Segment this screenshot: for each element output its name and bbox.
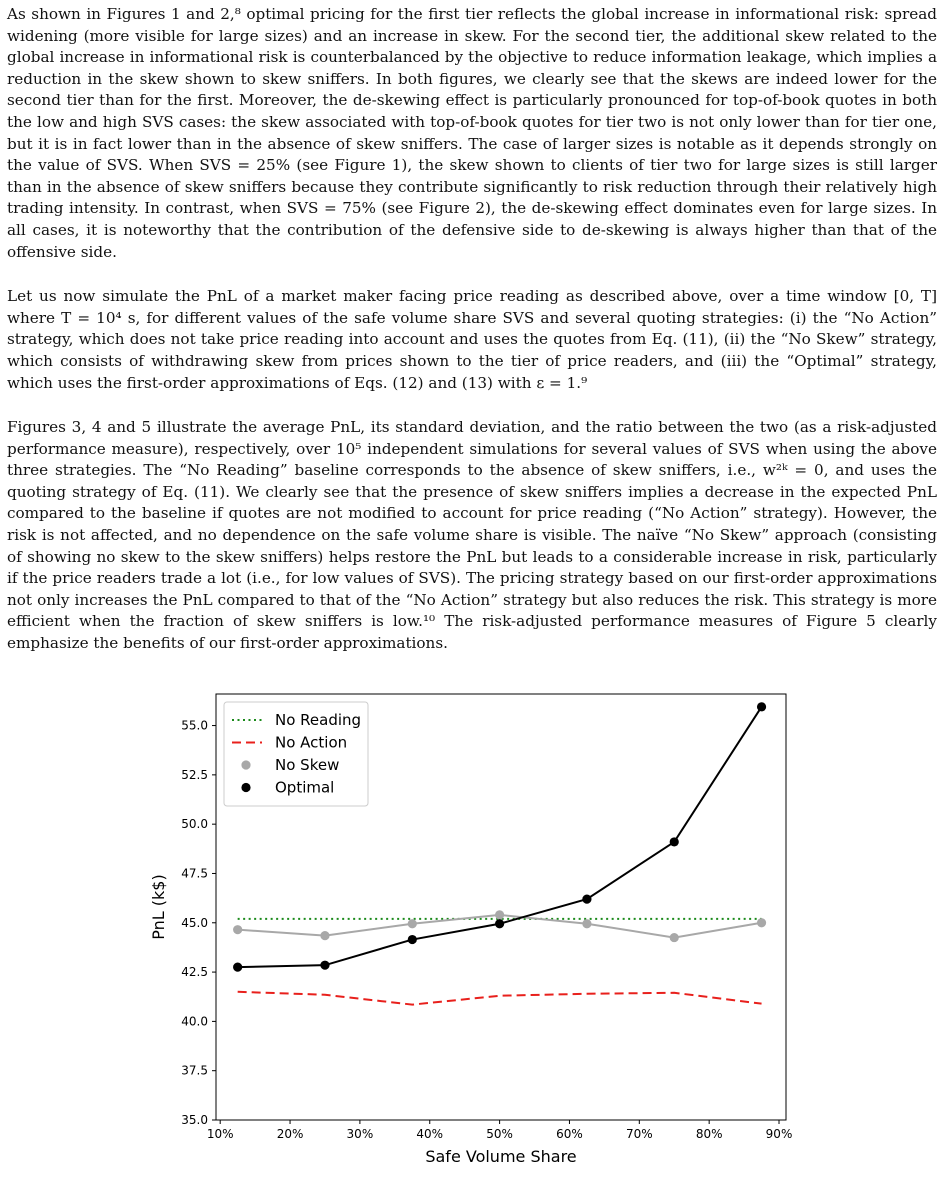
no-skew-point	[757, 918, 766, 927]
x-tick-label: 60%	[556, 1127, 583, 1141]
optimal-point	[757, 702, 766, 711]
paragraph-pricing-tiers: As shown in Figures 1 and 2,⁸ optimal pricing for the first tier reflects the global increase in informational risk: spread widening (more visible for large sizes) and an increase in skew. For the second tier, the additional skew related to the global increase in informational risk is counterbalanced by the objective to reduce information leakage, which implies a reduction in the skew shown to skew sniffers. In both figures, we clearly see that the skews are indeed lower for the second tier than for the first. Moreover, the de-skewing effect is particularly pronounced for top-of-book quotes in both the low and high SVS cases: the skew associated with top-of-book quotes for tier two is not only lower than for tier one, but it is in fact lower than in the absence of skew sniffers. The case of larger sizes is notable as it depends strongly on the value of SVS. When SVS = 25% (see Figure 1), the skew shown to clients of tier two for large sizes is still larger than in the absence of skew sniffers because they contribute significantly to risk reduction through their relatively high trading intensity. In contrast, when SVS = 75% (see Figure 2), the de-skewing effect dominates even for large sizes. In all cases, it is noteworthy that the contribution of the defensive side to de-skewing is always higher than that of the offensive side.	[7, 5, 937, 261]
no-skew-point	[233, 925, 242, 934]
optimal-legend-label: Optimal	[275, 778, 335, 797]
no-skew-point	[582, 919, 591, 928]
y-tick-label: 37.5	[181, 1063, 208, 1078]
no-skew-legend-marker	[241, 760, 250, 769]
x-tick-label: 50%	[486, 1127, 513, 1141]
pnl-figure	[0, 692, 942, 1174]
y-tick-label: 45.0	[181, 915, 208, 930]
x-tick-label: 20%	[276, 1127, 304, 1141]
y-axis-ticks	[181, 719, 216, 1127]
optimal-point	[233, 963, 242, 972]
x-tick-label: 70%	[625, 1127, 653, 1141]
y-tick-label: 55.0	[181, 718, 208, 733]
x-tick-label: 40%	[416, 1127, 444, 1141]
optimal-point	[320, 961, 329, 970]
y-tick-label: 40.0	[181, 1014, 208, 1029]
y-tick-label: 47.5	[181, 866, 208, 881]
no-skew-legend-label: No Skew	[275, 756, 340, 774]
optimal-point	[408, 935, 417, 944]
y-tick-label: 50.0	[181, 817, 208, 832]
pnl-chart	[0, 692, 942, 1174]
no-skew-point	[495, 910, 504, 919]
x-axis-title: Safe Volume Share	[425, 1147, 577, 1166]
y-tick-label: 42.5	[181, 965, 208, 980]
y-axis-title: PnL (k$)	[149, 874, 168, 940]
x-tick-label: 30%	[346, 1127, 374, 1141]
optimal-point	[495, 919, 504, 928]
no-action-line	[238, 992, 762, 1005]
x-axis-ticks	[207, 1120, 792, 1141]
paper-body	[7, 4, 937, 655]
paragraph-pnl-simulation: Let us now simulate the PnL of a market maker facing price reading as described above, over a time window [0, T] where T = 10⁴ s, for different values of the safe volume share SVS and several quoting strategies: (i) the “No Action” strategy, which does not take price reading into account and uses the quotes from Eq. (11), (ii) the “No Skew” strategy, which consists of withdrawing skew from prices shown to the tier of price readers, and (iii) the “Optimal” strategy, which uses the first-order approximations of Eqs. (12) and (13) with ε = 1.⁹	[7, 287, 937, 392]
x-tick-label: 10%	[206, 1127, 234, 1141]
no-skew-point	[670, 933, 679, 942]
paragraph-figures-discussion: Figures 3, 4 and 5 illustrate the average PnL, its standard deviation, and the ratio between the two (as a risk-adjusted performance measure), respectively, over 10⁵ independent simulations for several values of SVS when using the above three strategies. The “No Reading” baseline corresponds to the absence of skew sniffers, i.e., w²ᵏ = 0, and uses the quoting strategy of Eq. (11). We clearly see that the presence of skew sniffers implies a decrease in the expected PnL compared to the baseline if quotes are not modified to account for price reading (“No Action” strategy). However, the risk is not affected, and no dependence on the safe volume share is visible. The naïve “No Skew” approach (consisting of showing no skew to the skew sniffers) helps restore the PnL but leads to a considerable increase in risk, particularly if the price readers trade a lot (i.e., for low values of SVS). The pricing strategy based on our first-order approximations not only increases the PnL compared to that of the “No Action” strategy but also reduces the risk. This strategy is more efficient when the fraction of skew sniffers is low.¹⁰ The risk-adjusted performance measures of Figure 5 clearly emphasize the benefits of our first-order approximations.	[7, 418, 937, 653]
no-skew-point	[408, 919, 417, 928]
chart-legend	[224, 702, 368, 806]
optimal-point	[582, 895, 591, 904]
x-tick-label: 80%	[695, 1127, 723, 1141]
x-tick-label: 90%	[765, 1127, 793, 1141]
optimal-legend-marker	[241, 783, 250, 792]
y-tick-label: 52.5	[181, 767, 208, 782]
optimal-point	[670, 837, 679, 846]
y-tick-label: 35.0	[181, 1113, 208, 1127]
no-action-legend-label: No Action	[275, 733, 348, 752]
no-skew-point	[320, 931, 329, 940]
no-reading-legend-label: No Reading	[275, 711, 362, 729]
